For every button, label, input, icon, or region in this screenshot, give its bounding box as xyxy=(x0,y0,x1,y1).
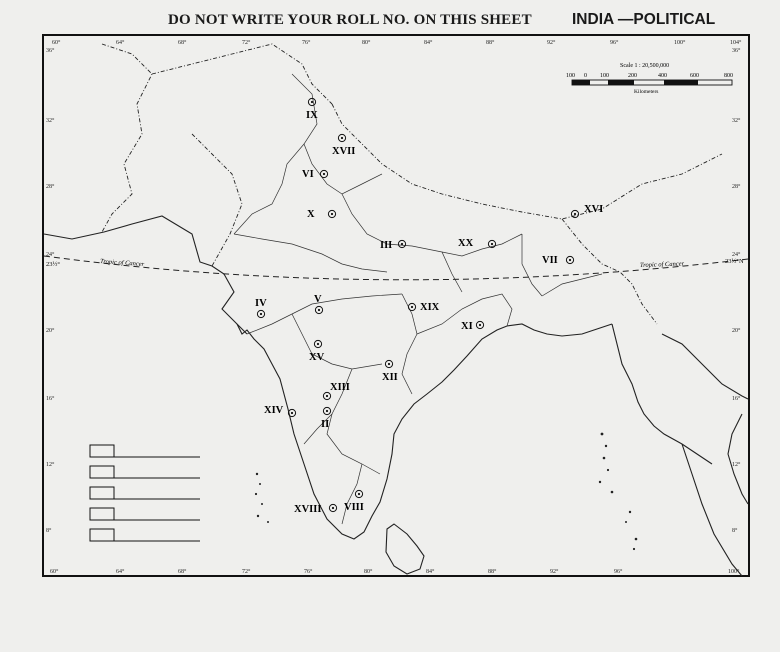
marker-label: III xyxy=(380,240,393,251)
scale-tick-label: 200 xyxy=(628,73,637,79)
marker-label: XIV xyxy=(264,405,284,416)
lat-label-left: 36° xyxy=(46,48,55,54)
lon-label-top: 100° xyxy=(674,40,686,46)
lat-label-right: 16° xyxy=(732,396,741,402)
marker-v xyxy=(314,294,323,314)
answer-box-row[interactable] xyxy=(90,487,200,499)
marker-label: IV xyxy=(255,298,267,309)
lon-label-top: 88° xyxy=(486,40,495,46)
lon-label-bottom: 88° xyxy=(488,569,497,575)
lon-label-bottom: 100° xyxy=(728,569,740,575)
answer-box-row[interactable] xyxy=(90,529,200,541)
tropic-label-left: Tropic of Cancer xyxy=(99,258,145,269)
answer-box[interactable] xyxy=(90,508,114,520)
map-title: INDIA —POLITICAL xyxy=(572,11,716,28)
answer-box[interactable] xyxy=(90,466,114,478)
tropic-lat-left: 23½° xyxy=(46,261,60,268)
marker-iv xyxy=(255,298,267,318)
marker-xvi xyxy=(571,204,603,218)
lon-label-bottom: 68° xyxy=(178,569,187,575)
marker-ii xyxy=(321,407,331,430)
lon-label-top: 80° xyxy=(362,40,371,46)
answer-box[interactable] xyxy=(90,487,114,499)
marker-dot-icon xyxy=(291,412,293,414)
marker-label: XX xyxy=(458,238,474,249)
marker-dot-icon xyxy=(323,173,325,175)
marker-label: X xyxy=(307,209,315,220)
marker-xx xyxy=(458,238,496,249)
lon-label-top: 84° xyxy=(424,40,433,46)
lon-label-bottom: 96° xyxy=(614,569,623,575)
marker-label: V xyxy=(314,294,322,305)
scale-tick-label: 600 xyxy=(690,73,699,79)
scale-unit: Kilometers xyxy=(634,89,659,95)
scale-tick-label: 400 xyxy=(658,73,667,79)
marker-label: VII xyxy=(542,255,558,266)
marker-label: VI xyxy=(302,169,314,180)
lon-label-top: 92° xyxy=(547,40,556,46)
marker-xi xyxy=(461,321,484,332)
marker-dot-icon xyxy=(388,363,390,365)
lat-label-right: 36° xyxy=(732,48,741,54)
marker-dot-icon xyxy=(411,306,413,308)
lon-label-bottom: 60° xyxy=(50,569,59,575)
marker-dot-icon xyxy=(341,137,343,139)
marker-dot-icon xyxy=(358,493,360,495)
marker-dot-icon xyxy=(318,309,320,311)
lat-label-left: 16° xyxy=(46,396,55,402)
marker-vi xyxy=(302,169,328,180)
sri-lanka xyxy=(386,524,424,574)
marker-dot-icon xyxy=(260,313,262,315)
marker-label: IX xyxy=(306,110,318,121)
lon-label-bottom: 80° xyxy=(364,569,373,575)
lat-label-left: 24° xyxy=(46,252,55,258)
marker-dot-icon xyxy=(479,324,481,326)
lon-label-bottom: 84° xyxy=(426,569,435,575)
lat-label-right: 20° xyxy=(732,328,741,334)
lat-label-right: 32° xyxy=(732,118,741,124)
answer-box[interactable] xyxy=(90,529,114,541)
lon-label-bottom: 76° xyxy=(304,569,313,575)
lon-label-bottom: 72° xyxy=(242,569,251,575)
marker-xii xyxy=(382,360,398,383)
marker-label: XVIII xyxy=(294,504,322,515)
international-boundary xyxy=(99,44,722,324)
lon-label-top: 64° xyxy=(116,40,125,46)
marker-label: XI xyxy=(461,321,473,332)
lat-label-left: 28° xyxy=(46,184,55,190)
marker-viii xyxy=(344,490,364,513)
lon-label-top: 104° xyxy=(730,40,742,46)
lat-label-left: 20° xyxy=(46,328,55,334)
lat-label-left: 8° xyxy=(46,528,52,534)
marker-label: XVII xyxy=(332,146,356,157)
answer-box-row[interactable] xyxy=(90,466,200,478)
marker-xiii xyxy=(323,382,349,400)
answer-box[interactable] xyxy=(90,445,114,457)
marker-dot-icon xyxy=(311,101,313,103)
marker-x xyxy=(307,209,336,220)
scale-label: Scale 1 : 20,500,000 xyxy=(620,63,670,69)
marker-label: XVI xyxy=(584,204,604,215)
marker-dot-icon xyxy=(326,410,328,412)
lon-label-top: 60° xyxy=(52,40,61,46)
scale-tick-label: 100 xyxy=(566,73,575,79)
marker-label: XII xyxy=(382,372,398,383)
marker-label: XIII xyxy=(330,382,350,393)
lat-label-right: 24° xyxy=(732,252,741,258)
map xyxy=(42,34,750,577)
marker-dot-icon xyxy=(491,243,493,245)
lon-label-top: 76° xyxy=(302,40,311,46)
marker-xix xyxy=(408,302,439,313)
scale-bar xyxy=(566,63,733,95)
marker-dot-icon xyxy=(569,259,571,261)
marker-dot-icon xyxy=(401,243,403,245)
marker-dot-icon xyxy=(332,507,334,509)
marker-xviii xyxy=(294,504,337,515)
tropic-lat-right: 23½°N xyxy=(725,258,744,265)
lon-label-top: 96° xyxy=(610,40,619,46)
scale-tick-label: 100 xyxy=(600,73,609,79)
marker-label: VIII xyxy=(344,502,364,513)
marker-label: XIX xyxy=(420,302,440,313)
marker-dot-icon xyxy=(574,213,576,215)
marker-label: II xyxy=(321,419,330,430)
marker-xvii xyxy=(332,134,355,157)
marker-xv xyxy=(309,340,325,363)
lat-label-right: 12° xyxy=(732,462,741,468)
notice-text: DO NOT WRITE YOUR ROLL NO. ON THIS SHEET xyxy=(168,12,532,28)
islands xyxy=(255,433,637,551)
answer-box-row[interactable] xyxy=(90,445,200,457)
landmass xyxy=(44,216,748,576)
scale-tick-label: 0 xyxy=(584,73,587,79)
marker-dot-icon xyxy=(326,395,328,397)
answer-box-row[interactable] xyxy=(90,508,200,520)
lat-label-right: 28° xyxy=(732,184,741,190)
lon-label-top: 72° xyxy=(242,40,251,46)
lon-label-top: 68° xyxy=(178,40,187,46)
tropic-label-right: Tropic of Cancer xyxy=(639,260,685,269)
state-boundaries xyxy=(234,74,602,524)
lat-label-right: 8° xyxy=(732,528,738,534)
lon-label-bottom: 92° xyxy=(550,569,559,575)
header xyxy=(0,12,780,34)
lat-label-left: 32° xyxy=(46,118,55,124)
map-border xyxy=(43,35,749,576)
scale-tick-label: 800 xyxy=(724,73,733,79)
lon-label-bottom: 64° xyxy=(116,569,125,575)
marker-vii xyxy=(542,255,574,266)
marker-xiv xyxy=(264,405,296,417)
marker-dot-icon xyxy=(317,343,319,345)
marker-label: XV xyxy=(309,352,325,363)
marker-dot-icon xyxy=(331,213,333,215)
lat-label-left: 12° xyxy=(46,462,55,468)
marker-ix xyxy=(306,98,318,121)
